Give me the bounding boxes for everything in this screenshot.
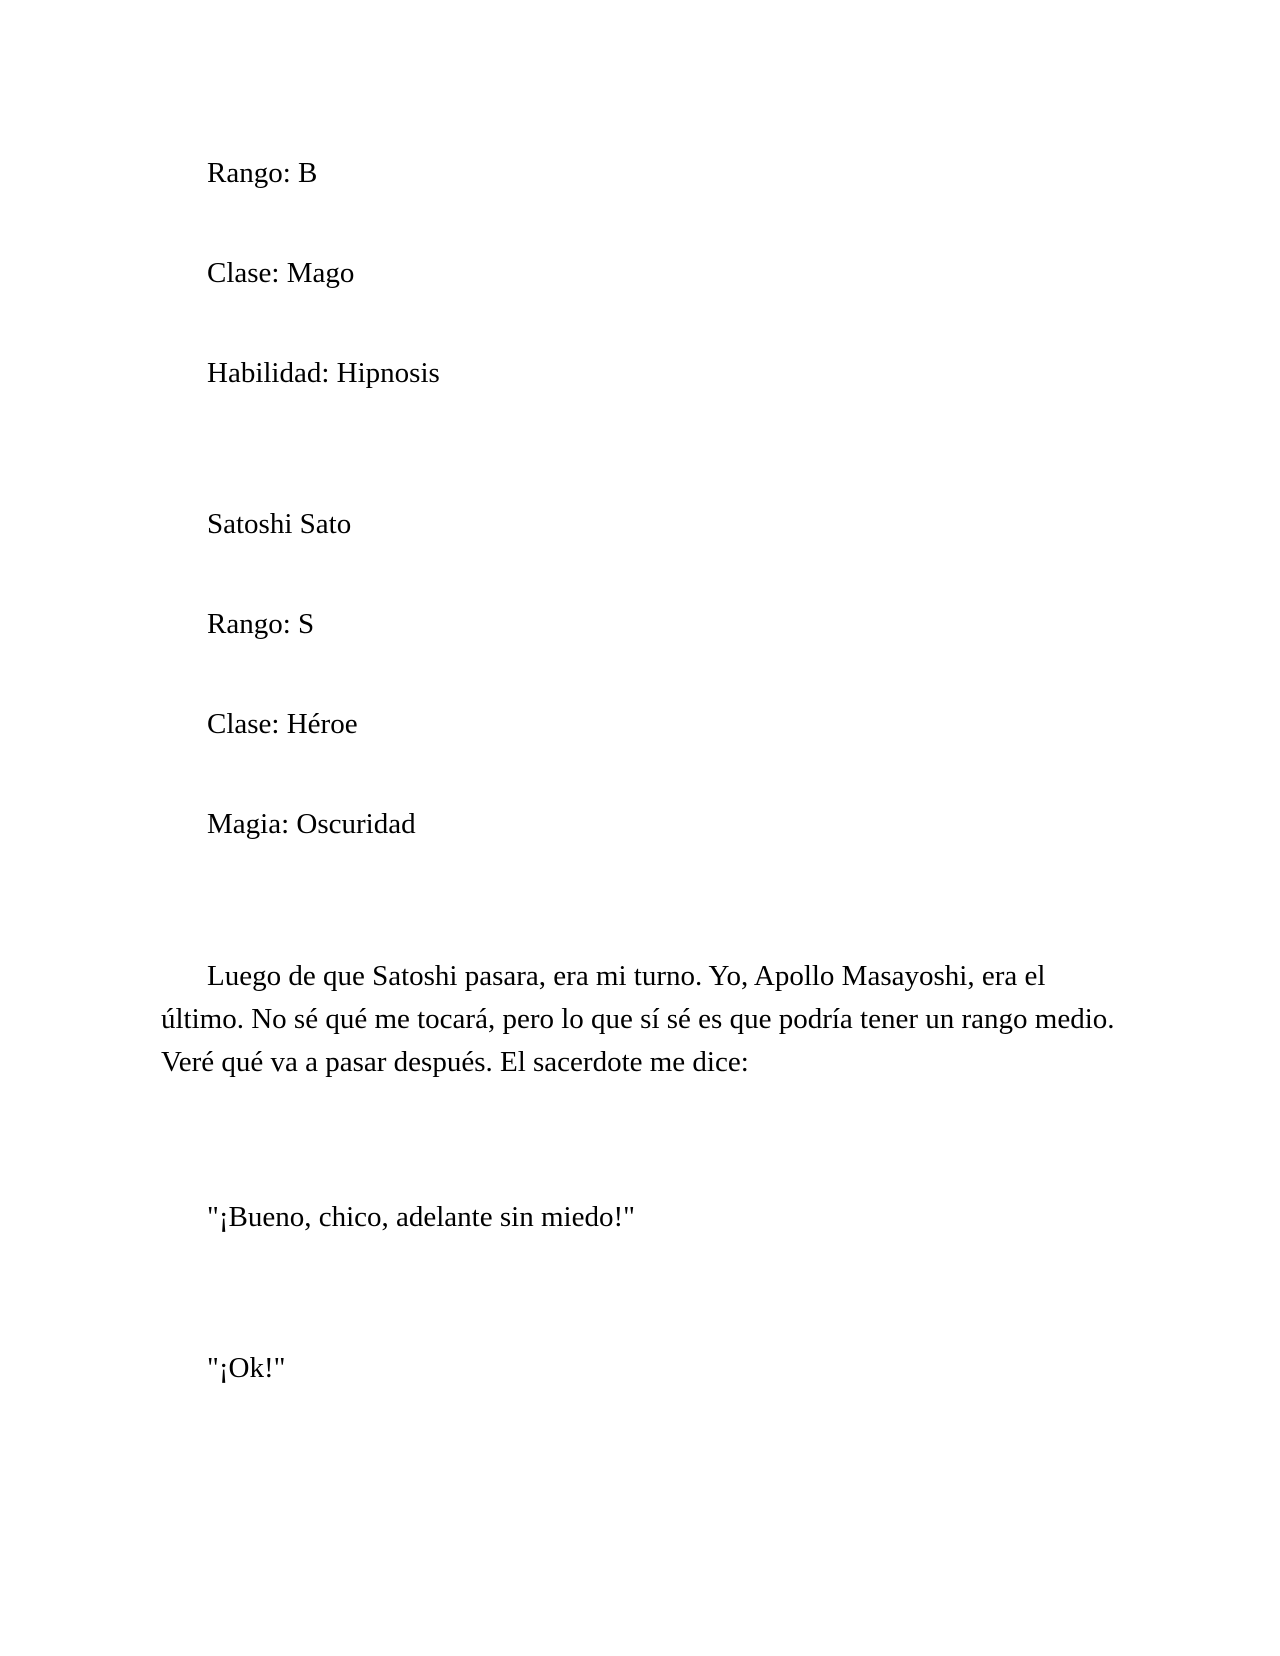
class-mago-line: Clase: Mago: [207, 257, 355, 289]
magic-oscuridad-line: Magia: Oscuridad: [207, 808, 416, 840]
class-heroe-line: Clase: Héroe: [207, 708, 358, 740]
ability-hipnosis-line: Habilidad: Hipnosis: [207, 357, 440, 389]
rank-s-line: Rango: S: [207, 608, 315, 640]
dialogue-line-ok: "¡Ok!": [207, 1352, 286, 1384]
rank-b-line: Rango: B: [207, 157, 318, 189]
narrative-paragraph: Luego de que Satoshi pasara, era mi turno. Yo, Apollo Masayoshi, era el último. No sé qué me tocará, pero lo que sí sé es que podría tener un rango medio. Veré qué va a pasar después. El sacerdote me dice:: [161, 960, 1115, 1078]
dialogue-line-priest: "¡Bueno, chico, adelante sin miedo!": [207, 1201, 635, 1233]
character-name-line: Satoshi Sato: [207, 508, 352, 540]
